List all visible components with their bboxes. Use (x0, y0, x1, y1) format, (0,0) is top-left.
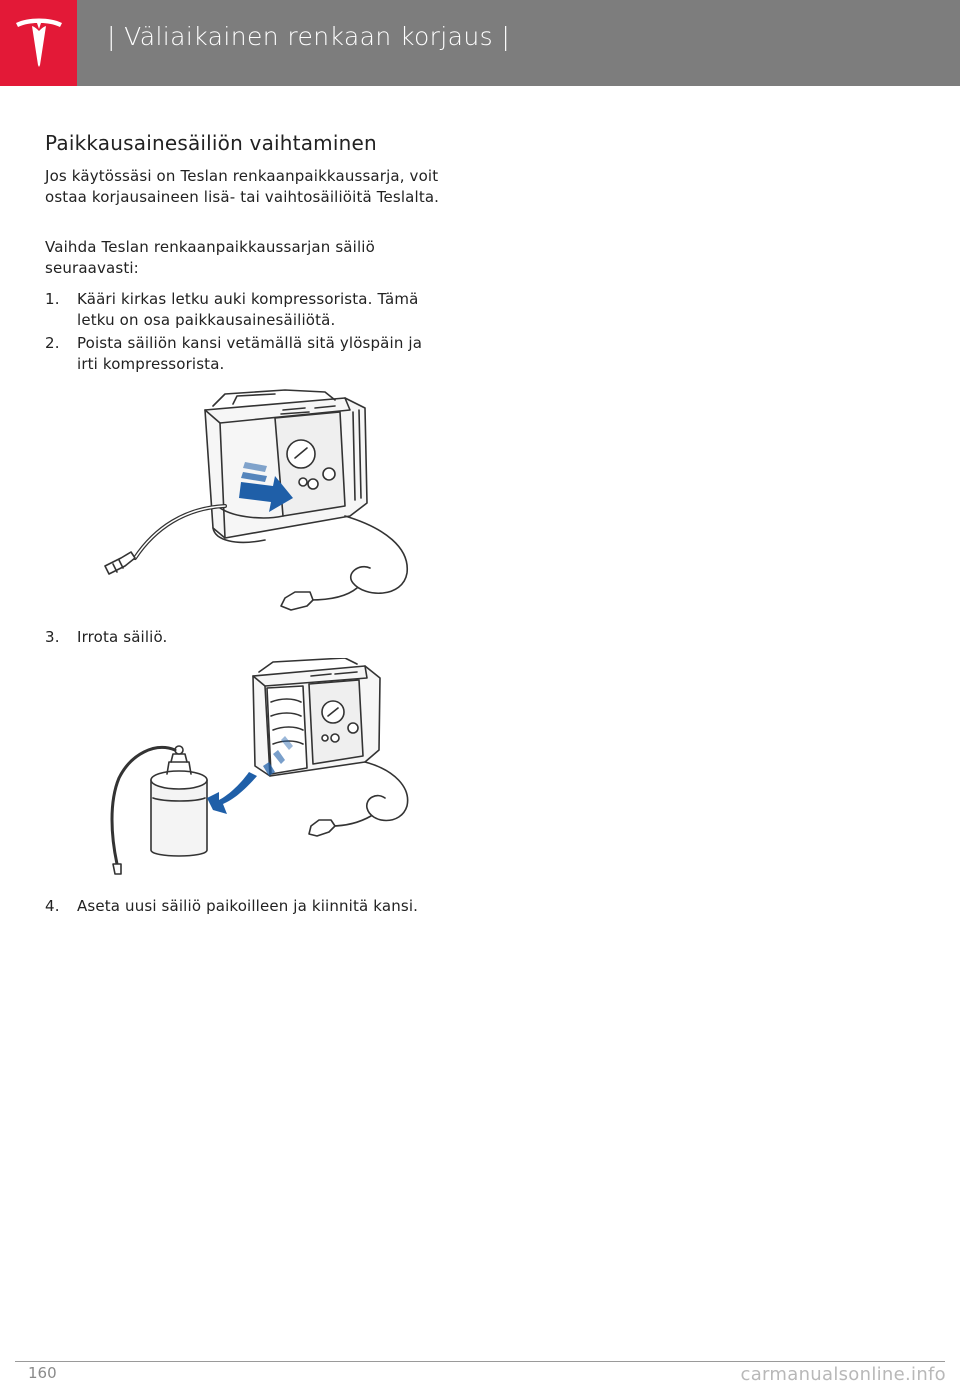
tesla-logo-icon (14, 17, 64, 69)
section-title: Paikkausainesäiliön vaihtaminen (45, 131, 377, 155)
page-number: 160 (28, 1364, 57, 1382)
step-text: Aseta uusi säiliö paikoilleen ja kiinnitä kansi. (77, 897, 419, 915)
intro-paragraph: Jos käytössäsi on Teslan renkaanpaikkaussarja, voit ostaa korjausaineen lisä- tai vaihtosäiliöitä Teslalta. (45, 167, 440, 206)
step-number: 1. (45, 290, 60, 308)
step-number: 2. (45, 334, 60, 352)
step-text: Kääri kirkas letku auki kompressorista. Tämä letku on osa paikkausainesäiliötä. (77, 290, 419, 329)
lead-paragraph: Vaihda Teslan renkaanpaikkaussarjan säiliö seuraavasti: (45, 238, 375, 277)
chapter-title: | Väliaikainen renkaan korjaus | (107, 22, 511, 51)
watermark-link[interactable]: carmanualsonline.info (740, 1364, 946, 1385)
step-number: 3. (45, 628, 60, 646)
compressor-cover-removal-illustration (95, 388, 425, 618)
footer-divider (15, 1361, 945, 1362)
step-text: Irrota säiliö. (77, 628, 168, 646)
tesla-logo-box (0, 0, 77, 86)
step-number: 4. (45, 897, 60, 915)
page-header (0, 0, 960, 86)
step-text: Poista säiliön kansi vetämällä sitä ylöspäin ja irti kompressorista. (77, 334, 423, 373)
sealant-bottle-removal-illustration (95, 658, 425, 883)
